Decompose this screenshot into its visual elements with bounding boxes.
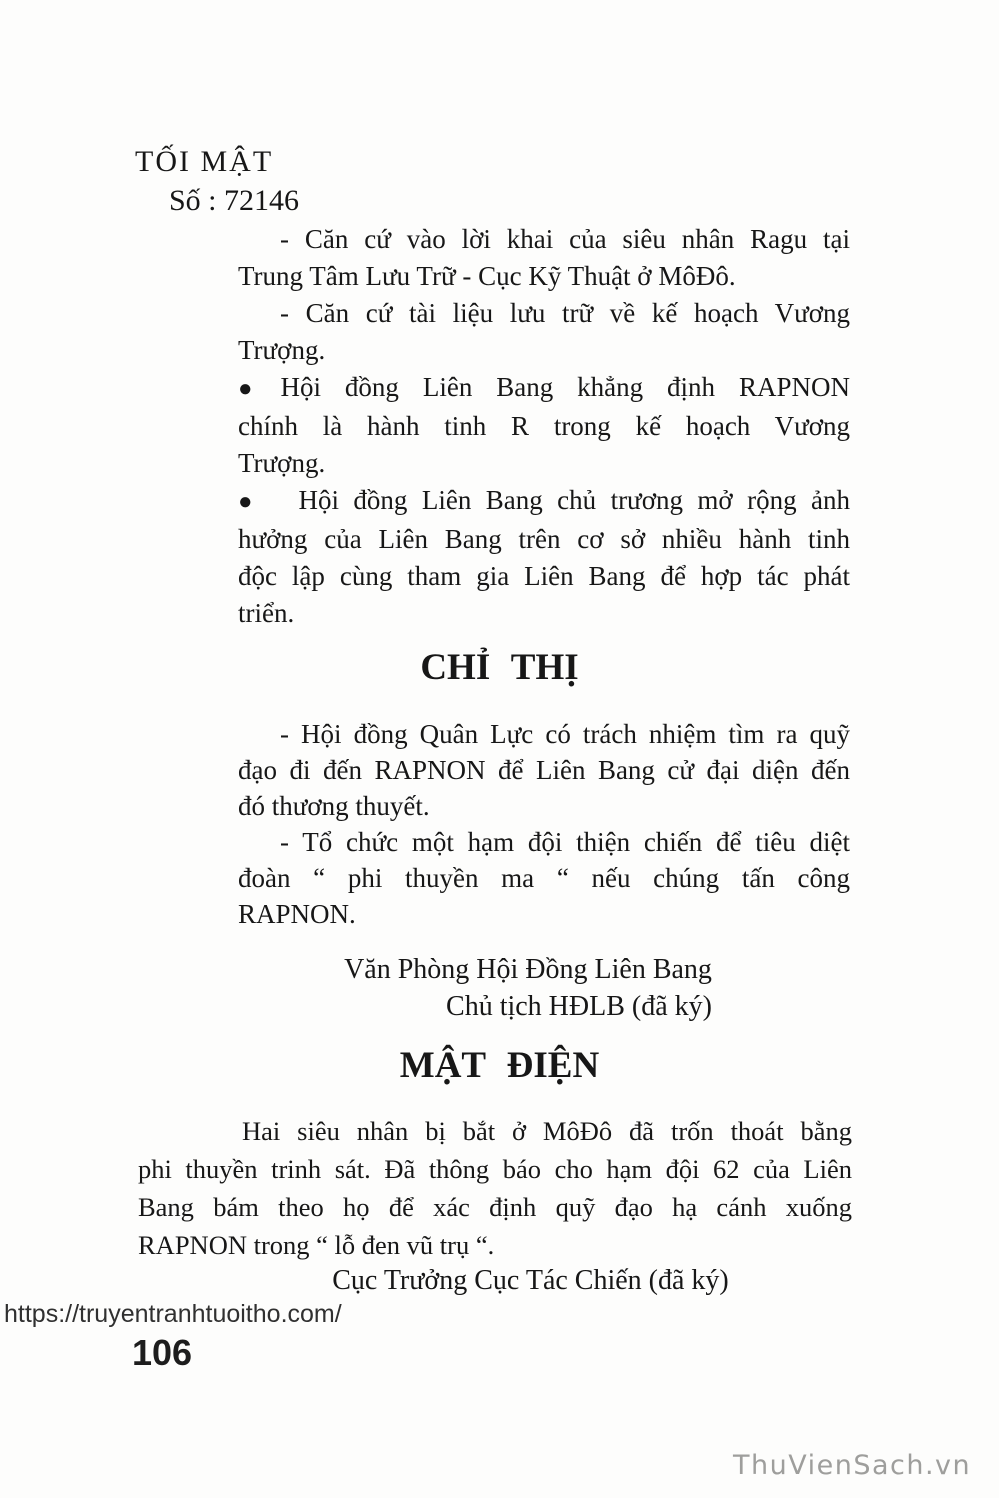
telegram-line: phi thuyền trinh sát. Đã thông báo cho hạm đội 62 của Liên — [138, 1154, 852, 1184]
resolution-line: Hội đồng Liên Bang chủ trương mở rộng ảnh — [298, 485, 850, 515]
page-number: 106 — [132, 1332, 193, 1373]
section-heading-directive: CHỈ THỊ — [420, 647, 579, 688]
resolution-line: triển. — [238, 598, 295, 628]
signature-signer: Chủ tịch HĐLB (đã ký) — [446, 991, 712, 1022]
document-header — [135, 142, 299, 220]
resolution-line: Hội đồng Liên Bang khẳng định RAPNON — [280, 372, 850, 402]
directive-line: - Tổ chức một hạm đội thiện chiến để tiêu diệt — [280, 827, 850, 857]
preamble-line: - Căn cứ vào lời khai của siêu nhân Ragu tại — [280, 224, 850, 254]
classification-label: TỐI MẬT — [135, 145, 274, 178]
directive-section — [238, 716, 850, 932]
bullet-icon: ● — [238, 376, 253, 402]
document-number: Số : 72146 — [169, 184, 300, 217]
preamble-line: - Căn cứ tài liệu lưu trữ về kế hoạch Vương — [280, 298, 850, 328]
telegram-line: Bang bám theo họ để xác định quỹ đạo hạ cánh xuống — [138, 1192, 852, 1222]
directive-line: - Hội đồng Quân Lực có trách nhiệm tìm ra quỹ — [280, 719, 850, 749]
resolution-item — [238, 369, 850, 408]
bullet-icon: ● — [238, 489, 253, 515]
preamble-section — [238, 221, 850, 632]
resolution-item — [238, 482, 850, 521]
resolution-line: chính là hành tinh R trong kế hoạch Vương — [238, 411, 850, 441]
signature-office: Văn Phòng Hội Đồng Liên Bang — [344, 954, 712, 985]
watermark-thuviensach: ThuVienSach.vn — [733, 1450, 972, 1481]
directive-line: đó thương thuyết. — [238, 791, 430, 821]
telegram-section — [138, 1112, 852, 1264]
signature-block-federation — [238, 951, 850, 1025]
directive-line: đạo đi đến RAPNON để Liên Bang cử đại diện đến — [238, 755, 850, 785]
preamble-line: Trung Tâm Lưu Trữ - Cục Kỹ Thuật ở MôĐô. — [238, 261, 736, 291]
telegram-line: Hai siêu nhân bị bắt ở MôĐô đã trốn thoát bằng — [242, 1116, 852, 1146]
source-url: https://truyentranhtuoitho.com/ — [4, 1300, 342, 1328]
telegram-line: RAPNON trong “ lỗ đen vũ trụ “. — [138, 1230, 495, 1260]
resolution-line: độc lập cùng tham gia Liên Bang để hợp tác phát — [238, 561, 850, 591]
resolution-line: hưởng của Liên Bang trên cơ sở nhiều hành tinh — [238, 524, 850, 554]
preamble-line: Trượng. — [238, 335, 326, 365]
resolution-line: Trượng. — [238, 448, 326, 478]
directive-line: đoàn “ phi thuyền ma “ nếu chúng tấn công — [238, 863, 850, 893]
section-heading-telegram: MẬT ĐIỆN — [399, 1045, 600, 1086]
directive-line: RAPNON. — [238, 899, 356, 929]
signature-block-operations: Cục Trưởng Cục Tác Chiến (đã ký) — [332, 1265, 729, 1296]
